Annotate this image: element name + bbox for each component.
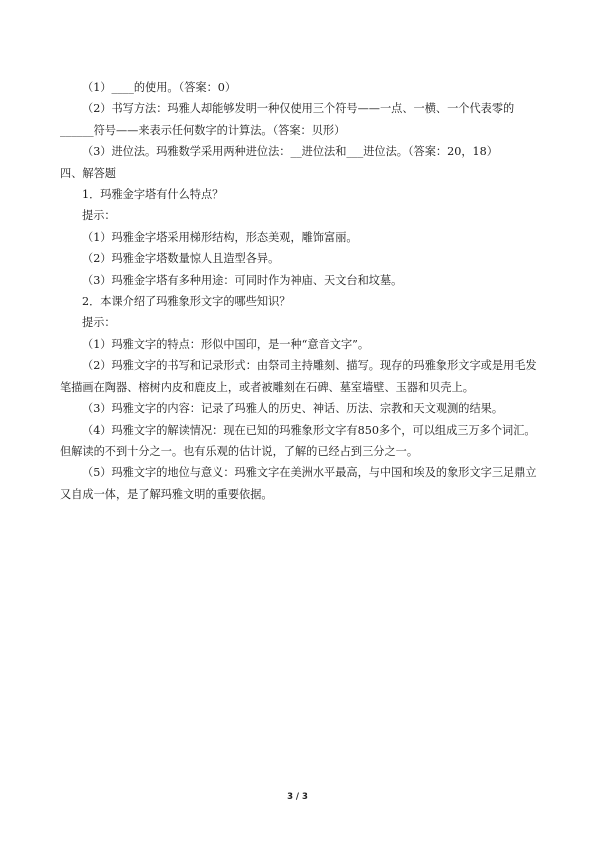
answer-2-point-5: （5）玛雅文字的地位与意义：玛雅文字在美洲水平最高，与中国和埃及的象形文字三足鼎立又自成一体，是了解玛雅文明的重要依据。 (60, 466, 537, 501)
section-heading-answer-questions: 四、解答题 (60, 166, 116, 180)
paragraph-q1-usage: （1）____的使用。（答案：0） (82, 81, 237, 94)
answer-1-point-1: （1）玛雅金字塔采用梯形结构，形态美观，雕饰富丽。 (82, 230, 358, 244)
answer-1-point-3: （3）玛雅金字塔有多种用途：可同时作为神庙、天文台和坟墓。 (82, 273, 403, 287)
hint-label-1: 提示： (82, 209, 116, 223)
paragraph-q2-writing: （2）书写方法：玛雅人却能够发明一种仅使用三个符号——一点、一横、一个代表零的______符号——来表示任何数字的计算法。（答案：贝形） (60, 102, 515, 137)
answer-2-point-3: （3）玛雅文字的内容：记录了玛雅人的历史、神话、历法、宗教和天文观测的结果。 (82, 402, 504, 416)
paragraph-q3-base: （3）进位法。玛雅数学采用两种进位法：__进位法和___进位法。（答案：20，18） (82, 145, 498, 159)
page-number: 3 / 3 (287, 792, 308, 802)
question-2: 2．本课介绍了玛雅象形文字的哪些知识？ (82, 295, 291, 309)
hint-label-2: 提示： (82, 316, 116, 330)
question-1: 1．玛雅金字塔有什么特点？ (82, 188, 224, 202)
answer-2-point-2: （2）玛雅文字的书写和记录形式：由祭司主持雕刻、描写。现存的玛雅象形文字或是用毛发笔描画在陶器、榕树内皮和鹿皮上，或者被雕刻在石碑、墓室墙壁、玉器和贝壳上。 (60, 359, 537, 394)
answer-2-point-4: （4）玛雅文字的解读情况：现在已知的玛雅象形文字有850多个，可以组成三万多个词汇。但解读的不到十分之一。也有乐观的估计说，了解的已经占到三分之一。 (60, 423, 536, 458)
answer-1-point-2: （2）玛雅金字塔数量惊人且造型各异。 (82, 252, 280, 266)
document-body (60, 77, 542, 505)
answer-2-point-1: （1）玛雅文字的特点：形似中国印，是一种“意音文字”。 (82, 337, 370, 351)
